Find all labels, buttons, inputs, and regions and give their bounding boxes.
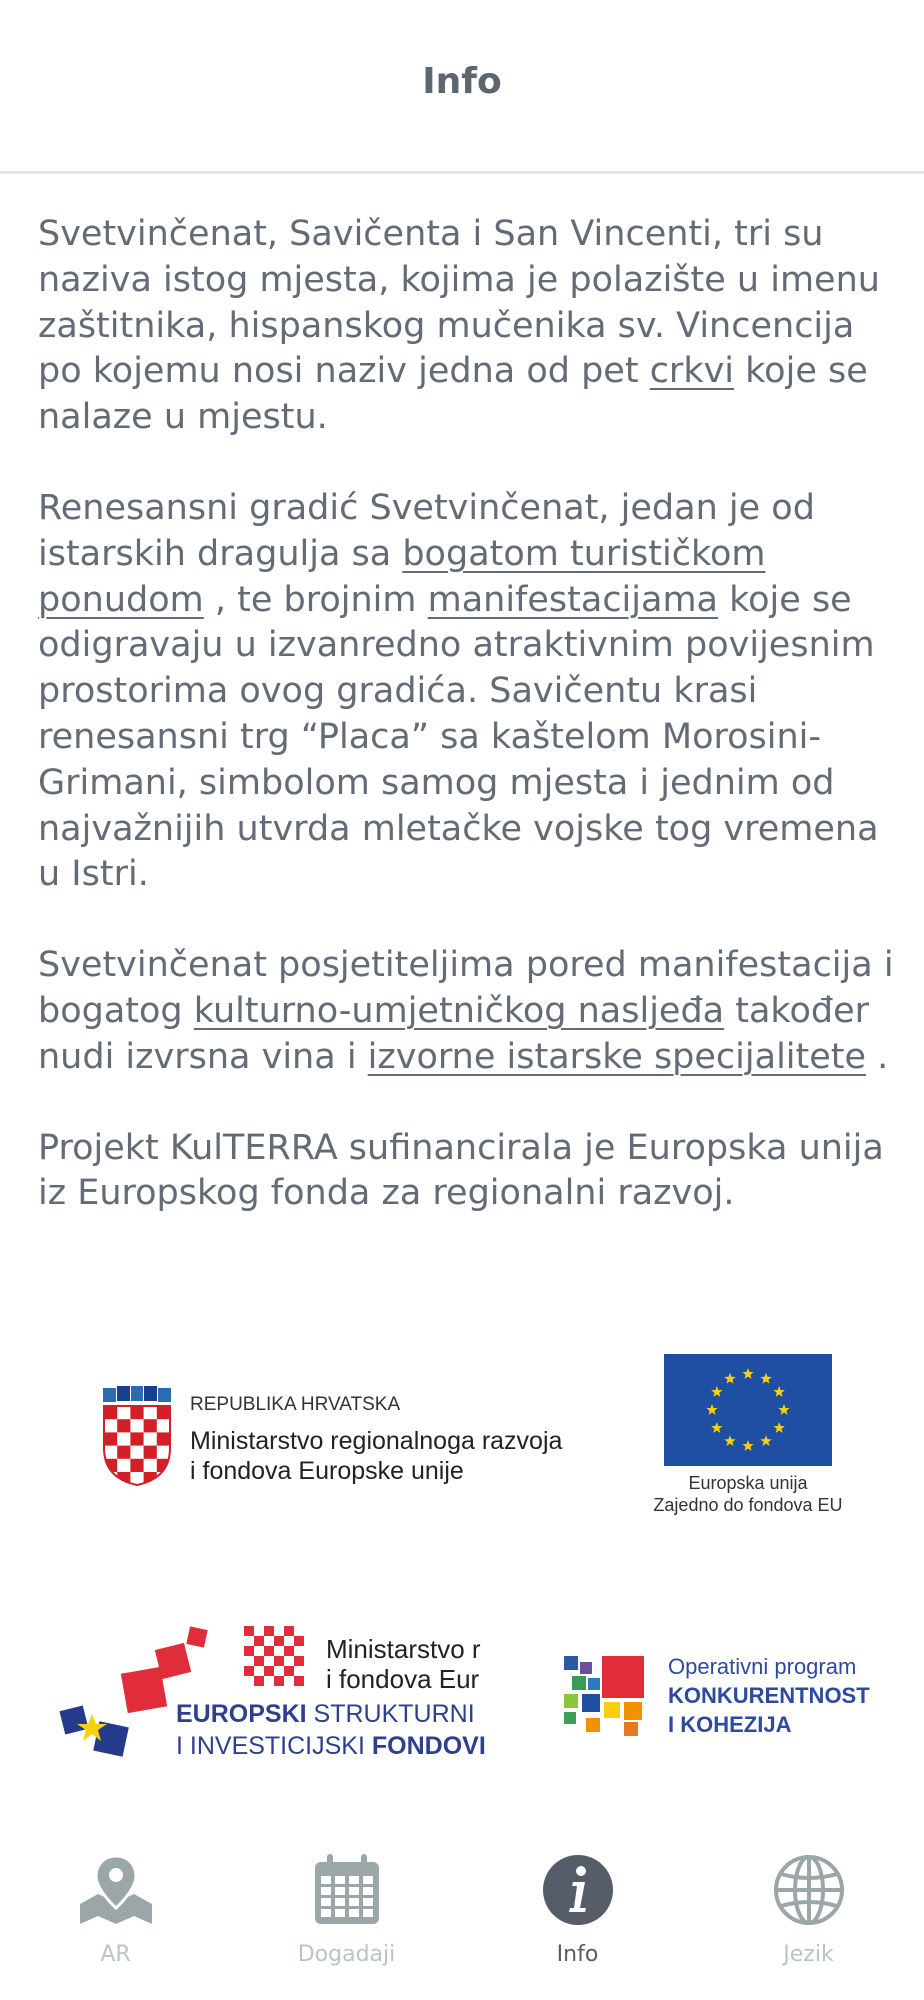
esif-fund-name: EUROPSKI STRUKTURNI I INVESTICIJSKI FONDOVI	[176, 1700, 486, 1760]
events-link[interactable]: manifestacijama	[427, 579, 718, 620]
paragraph-2: Renesansni gradić Svetvinčenat, jedan je od istarskih dragulja sa bogatom turističkom ponudom , te brojnim manifestacijama koje se odigravaju u izvanredno atraktivnim povijesnim prostorima ovog gradića. Savičentu krasi renesansni trg “Placa” sa kaštelom Morosini-Grimani, simbolom samog mjesta i jednim od najvažnijih utvrda mletačke vojske tog vremena u Istri.	[38, 487, 879, 895]
esi-funds-logo	[58, 1624, 486, 1774]
op-mosaic-icon	[564, 1656, 646, 1738]
ministry-logo	[100, 1386, 563, 1496]
crkvi-link[interactable]: crkvi	[649, 351, 735, 392]
map-pin-icon	[76, 1852, 156, 1928]
croatian-coat-of-arms-icon	[100, 1386, 174, 1486]
op-text: Operativni program KONKURENTNOST I KOHEZIJA	[668, 1654, 870, 1737]
calendar-icon	[309, 1852, 385, 1928]
eu-caption: Europska unija Zajedno do fondova EU	[653, 1473, 843, 1515]
eu-logo	[648, 1354, 848, 1524]
ministry-name: Ministarstvo regionalnoga razvoja i fondova Europske unije	[190, 1427, 563, 1485]
tab-dogadaji[interactable]	[247, 1830, 447, 2000]
eu-flag-icon	[664, 1354, 832, 1466]
cultural-heritage-link[interactable]: kulturno-umjetničkog naslјeđa	[193, 990, 725, 1031]
paragraph-1: Svetvinčenat, Savičenta i San Vincenti, tri su naziva istog mjesta, kojima je polazište u imenu zaštitnika, hispanskog mučenika sv. Vincencija po kojemu nosi naziv jedna od pet crkvi koje se nalaze u mjestu.	[38, 214, 880, 438]
tab-label-jezik: Jezik	[783, 1942, 834, 1967]
specialties-link[interactable]: izvorne istarske specijalitete	[367, 1036, 867, 1077]
tourist-offer-link[interactable]: bogatom turističkom ponudom	[38, 533, 766, 620]
paragraph-4: Projekt KulTERRA sufinancirala je Europska unija iz Europskog fonda za regionalni razvoj.	[38, 1127, 884, 1214]
republic-label: REPUBLIKA HRVATSKA	[190, 1394, 401, 1415]
info-text	[38, 212, 898, 1262]
globe-icon	[771, 1852, 847, 1928]
tab-info[interactable]	[478, 1830, 678, 2000]
page-title: Info	[422, 61, 502, 102]
paragraph-3: Svetvinčenat posjetiteljima pored manifestacija i bogatog kulturno-umjetničkog naslјeđa također nudi izvrsna vina i izvorne istarske specijalitete .	[38, 945, 894, 1077]
tab-label-info: Info	[556, 1942, 599, 1967]
tab-label-dogadaji: Dogadaji	[297, 1942, 396, 1967]
op-competitiveness-logo	[562, 1652, 882, 1742]
tab-ar[interactable]	[16, 1830, 216, 2000]
esif-ministry-text: Ministarstvo r i fondova Eur	[326, 1634, 481, 1694]
header	[0, 0, 924, 174]
tab-label-ar: AR	[100, 1942, 131, 1967]
bottom-tab-bar	[0, 1830, 924, 2000]
info-icon	[540, 1852, 616, 1928]
tab-jezik[interactable]	[709, 1830, 909, 2000]
